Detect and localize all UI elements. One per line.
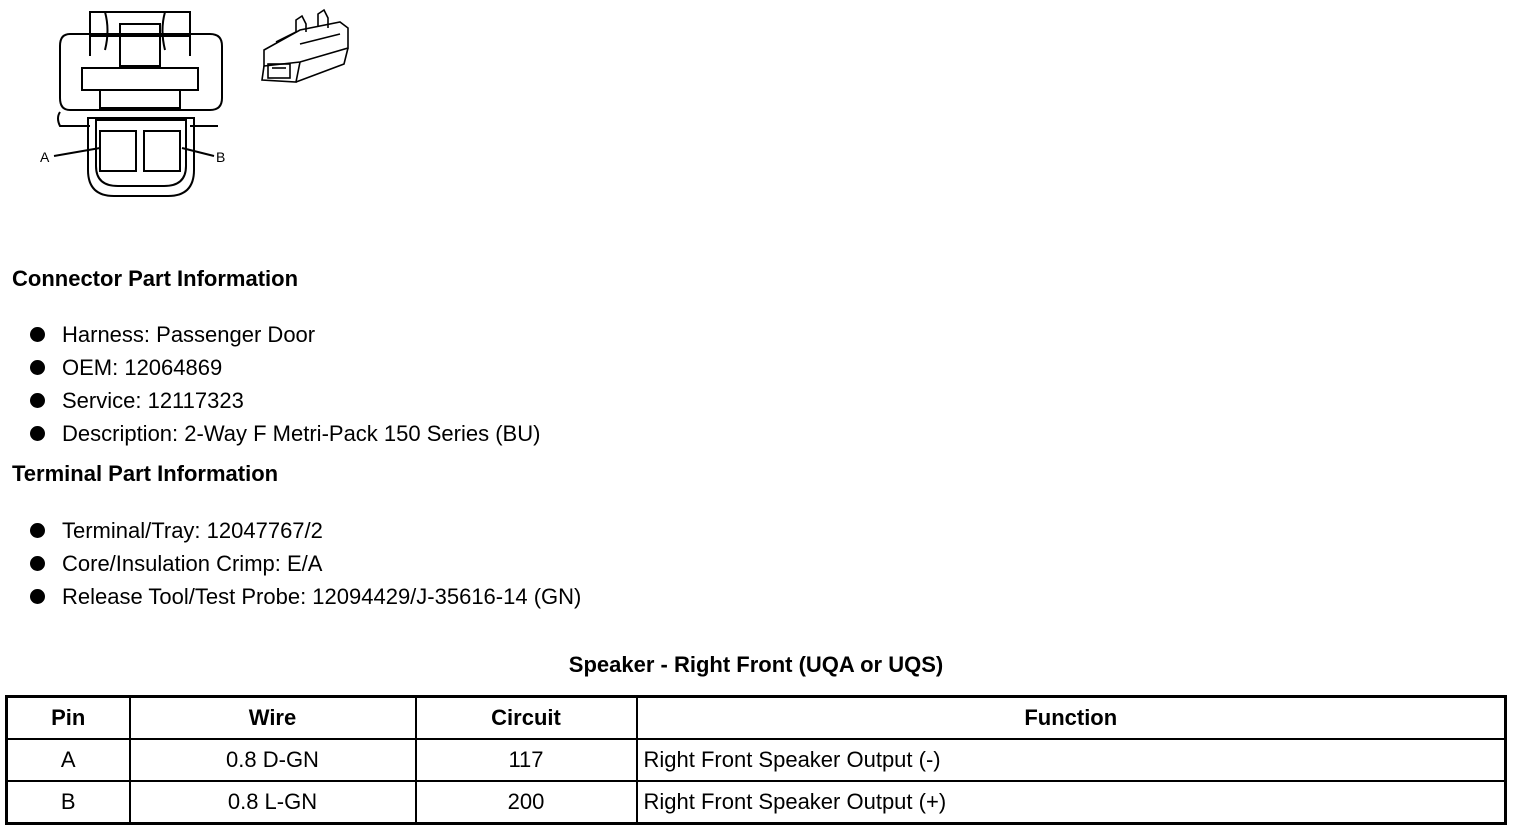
bullet-icon: [30, 426, 45, 441]
pin-a-label: A: [40, 149, 50, 165]
bullet-icon: [30, 589, 45, 604]
header-wire: Wire: [130, 697, 416, 740]
pin-table: [5, 695, 1507, 825]
connector-diagram: [0, 0, 400, 220]
bullet-icon: [30, 523, 45, 538]
list-item: [30, 547, 581, 580]
cell-pin: A: [7, 739, 130, 781]
bullet-icon: [30, 327, 45, 342]
connector-info-title: Connector Part Information: [12, 266, 299, 291]
list-item: [30, 514, 581, 547]
header-pin: Pin: [7, 697, 130, 740]
cell-wire: 0.8 L-GN: [130, 781, 416, 824]
header-circuit: Circuit: [416, 697, 637, 740]
pin-table-title: Speaker - Right Front (UQA or UQS): [568, 652, 944, 677]
pin-b-label: B: [216, 149, 226, 165]
list-item: [30, 417, 540, 450]
list-item: [30, 351, 540, 384]
list-item: [30, 318, 540, 351]
list-item: [30, 580, 581, 613]
cell-function: Right Front Speaker Output (+): [637, 781, 1506, 824]
cell-function: Right Front Speaker Output (-): [637, 739, 1506, 781]
table-row: [7, 739, 1506, 781]
table-row: [7, 781, 1506, 824]
crimp-text: Core/Insulation Crimp: E/A: [62, 551, 323, 576]
bullet-icon: [30, 556, 45, 571]
header-function: Function: [637, 697, 1506, 740]
terminal-info-title: Terminal Part Information: [12, 461, 279, 486]
bullet-icon: [30, 360, 45, 375]
cell-wire: 0.8 D-GN: [130, 739, 416, 781]
table-header-row: [7, 697, 1506, 740]
connector-iso-view: [262, 10, 348, 82]
service-text: Service: 12117323: [62, 388, 244, 413]
harness-text: Harness: Passenger Door: [62, 322, 316, 347]
terminal-tray-text: Terminal/Tray: 12047767/2: [62, 518, 323, 543]
terminal-info-list: [30, 514, 581, 613]
cell-circuit: 200: [416, 781, 637, 824]
cell-pin: B: [7, 781, 130, 824]
bullet-icon: [30, 393, 45, 408]
description-text: Description: 2-Way F Metri-Pack 150 Series (BU): [62, 421, 541, 446]
release-tool-text: Release Tool/Test Probe: 12094429/J-35616-14 (GN): [62, 584, 582, 609]
oem-text: OEM: 12064869: [62, 355, 223, 380]
connector-info-list: [30, 318, 540, 450]
cell-circuit: 117: [416, 739, 637, 781]
list-item: [30, 384, 540, 417]
